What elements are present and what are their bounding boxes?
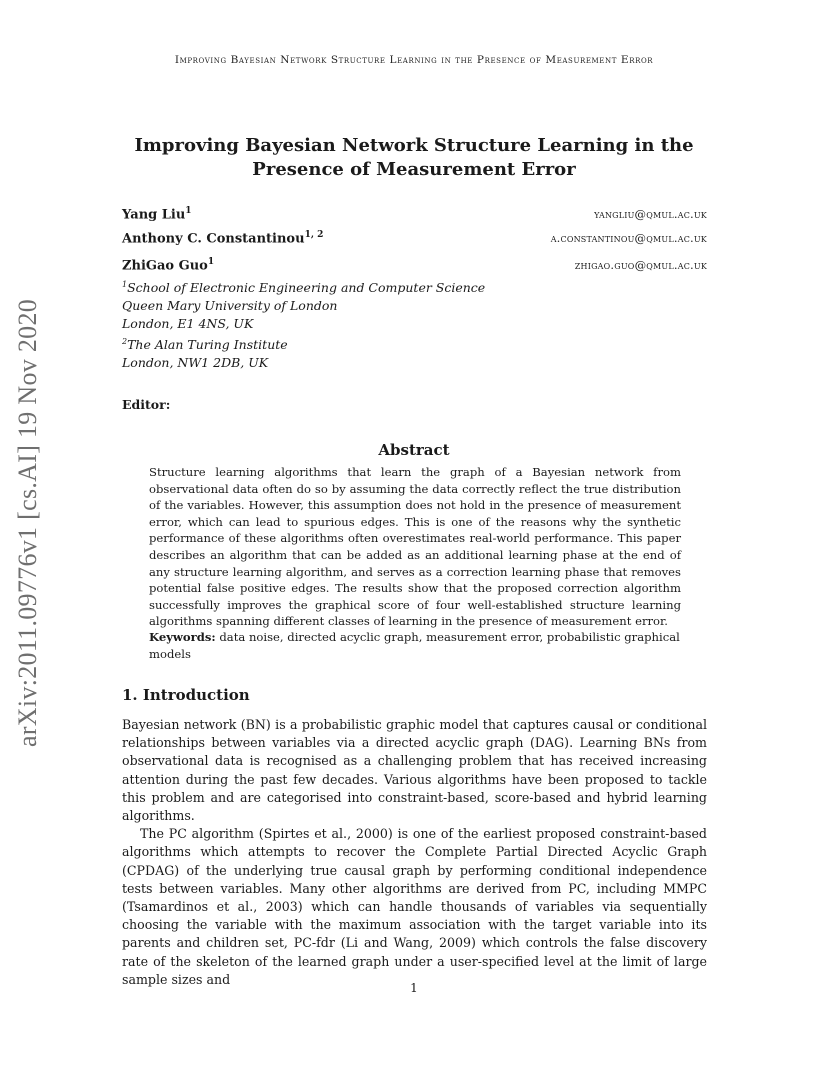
affiliation-line [122,276,485,297]
editor-label: Editor: [122,397,171,412]
author-email: zhigao.guo@qmul.ac.uk [574,258,707,273]
keywords-label: Keywords: [149,630,216,644]
keywords-text: data noise, directed acyclic graph, measurement error, probabilistic graphical models [149,630,680,661]
affiliation-line [122,333,485,354]
affiliation-line: Queen Mary University of London [122,298,338,314]
paragraph: The PC algorithm (Spirtes et al., 2000) is one of the earliest proposed constraint-based algorithms which attempts to recover the Complete Partial Directed Acyclic Graph (CPDAG) of the underlying true causal graph by performing conditional independence tests between variables. Many other algorithms are derived from PC, including MMPC (Tsamardinos et al., 2003) which can handle thousands of variables via sequentially choosing the variable with the maximum association with the target variable into its parents and children set, PC-fdr (Li and Wang, 2009) which controls the false discovery rate of the skeleton of the learned graph under a user-specified level at the limit of large sample sizes and [122,826,707,987]
paragraph: Bayesian network (BN) is a probabilistic graphic model that captures causal or conditional relationships between variables via a directed acyclic graph (DAG). Learning BNs from observational data is recognised as a challenging problem that has received increasing attention during the past few decades. Various algorithms have been proposed to tackle this problem and are categorised into constraint-based, score-based and hybrid learning algorithms. [122,717,707,824]
author-row [122,257,707,277]
author-name [122,230,323,246]
affiliation-text: School of Electronic Engineering and Computer Science [127,280,486,296]
author-email: yangliu@qmul.ac.uk [594,207,707,222]
keywords [149,629,681,662]
author-name [122,206,192,222]
title-line-2: Presence of Measurement Error [252,159,576,180]
author-email: a.constantinou@qmul.ac.uk [550,231,707,246]
body-text [122,716,707,989]
running-head: Improving Bayesian Network Structure Learning in the Presence of Measurement Error [174,54,654,66]
affiliation-superscript: 1 [122,280,128,289]
affiliation-line: London, NW1 2DB, UK [122,355,269,371]
section-heading: 1. Introduction [122,686,250,704]
page-number: 1 [410,981,418,995]
abstract-text: Structure learning algorithms that learn the graph of a Bayesian network from observational data often do so by assuming the data correctly reflect the true distribution of the variables. However, this assumption does not hold in the presence of measurement error, which can lead to spurious edges. This is one of the reasons why the synthetic performance of these algorithms often overestimates real-world performance. This paper describes an algorithm that can be added as an additional learning phase at the end of any structure learning algorithm, and serves as a correction learning phase that removes potential false positive edges. The results show that the proposed correction algorithm successfully improves the graphical score of four well-established structure learning algorithms spanning different classes of learning in the presence of measurement error. [149,465,681,629]
author-name [122,257,214,273]
author-superscript: 1 [185,206,192,216]
arxiv-stamp: arXiv:2011.09776v1 [cs.AI] 19 Nov 2020 [13,298,42,748]
paper-title [120,134,708,182]
author-superscript: 1, 2 [304,230,324,240]
abstract-heading: Abstract [378,441,450,459]
author-name-text: ZhiGao Guo [122,258,208,274]
affiliations [122,276,485,372]
affiliation-superscript: 2 [122,337,128,347]
author-row [122,230,707,250]
affiliation-line: London, E1 4NS, UK [122,316,254,332]
author-superscript: 1 [207,257,215,267]
author-row [122,206,707,226]
title-line-1: Improving Bayesian Network Structure Learning in the [134,135,694,156]
author-name-text: Anthony C. Constantinou [122,231,305,247]
author-name-text: Yang Liu [122,207,186,223]
affiliation-text: The Alan Turing Institute [127,337,288,353]
